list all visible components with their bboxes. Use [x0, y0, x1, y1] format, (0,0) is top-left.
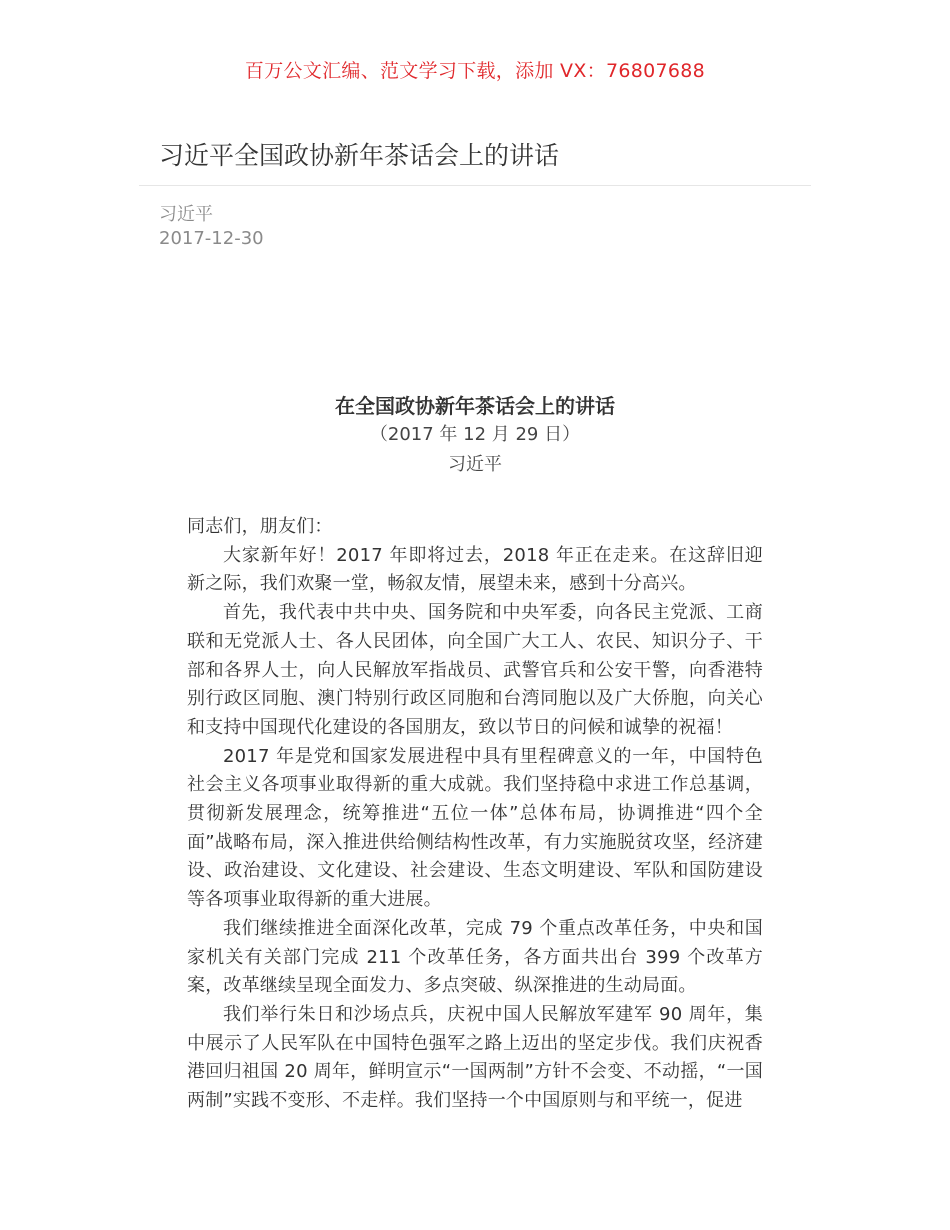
speech-author: 习近平: [448, 454, 502, 475]
speech-body: [187, 513, 763, 1116]
speech-header: [0, 392, 950, 480]
article-date: 2017-12-30: [159, 228, 264, 249]
body-paragraph: 2017 年是党和国家发展进程中具有里程碑意义的一年，中国特色社会主义各项事业取得新的重大成就。我们坚持稳中求进工作总基调，贯彻新发展理念，统筹推进“五位一体”总体布局，协调推进“四个全面”战略布局，深入推进供给侧结构性改革，有力实施脱贫攻坚，经济建设、政治建设、文化建设、社会建设、生态文明建设、军队和国防建设等各项事业取得新的重大进展。: [187, 745, 763, 911]
speech-date: （2017 年 12 月 29 日）: [369, 424, 581, 445]
body-paragraph: 我们举行朱日和沙场点兵，庆祝中国人民解放军建军 90 周年，集中展示了人民军队在中国特色强军之路上迈出的坚定步伐。我们庆祝香港回归祖国 20 周年，鲜明宣示“一国两制”方针不会变、不动摇，“一国两制”实践不变形、不走样。我们坚持一个中国原则与和平统一，促进: [187, 1003, 763, 1112]
body-paragraph: 我们继续推进全面深化改革，完成 79 个重点改革任务，中央和国家机关有关部门完成 211 个改革任务，各方面共出台 399 个改革方案，改革继续呈现全面发力、多点突破、纵深推进的生动局面。: [187, 917, 763, 997]
page-title: 习近平全国政协新年茶话会上的讲话: [159, 141, 560, 170]
article-author: 习近平: [159, 204, 213, 225]
watermark-banner: 百万公文汇编、范文学习下载，添加 VX：76807688: [244, 60, 706, 82]
salutation: 同志们，朋友们：: [187, 516, 333, 537]
title-divider: [139, 185, 811, 186]
speech-title: 在全国政协新年茶话会上的讲话: [335, 394, 615, 418]
article-meta: [159, 203, 264, 251]
body-paragraph: 大家新年好！2017 年即将过去，2018 年正在走来。在这辞旧迎新之际，我们欢聚一堂，畅叙友情，展望未来，感到十分高兴。: [187, 544, 763, 595]
body-paragraph: 首先，我代表中共中央、国务院和中央军委，向各民主党派、工商联和无党派人士、各人民团体，向全国广大工人、农民、知识分子、干部和各界人士，向人民解放军指战员、武警官兵和公安干警，向香港特别行政区同胞、澳门特别行政区同胞和台湾同胞以及广大侨胞，向关心和支持中国现代化建设的各国朋友，致以节日的问候和诚挚的祝福！: [187, 602, 763, 738]
